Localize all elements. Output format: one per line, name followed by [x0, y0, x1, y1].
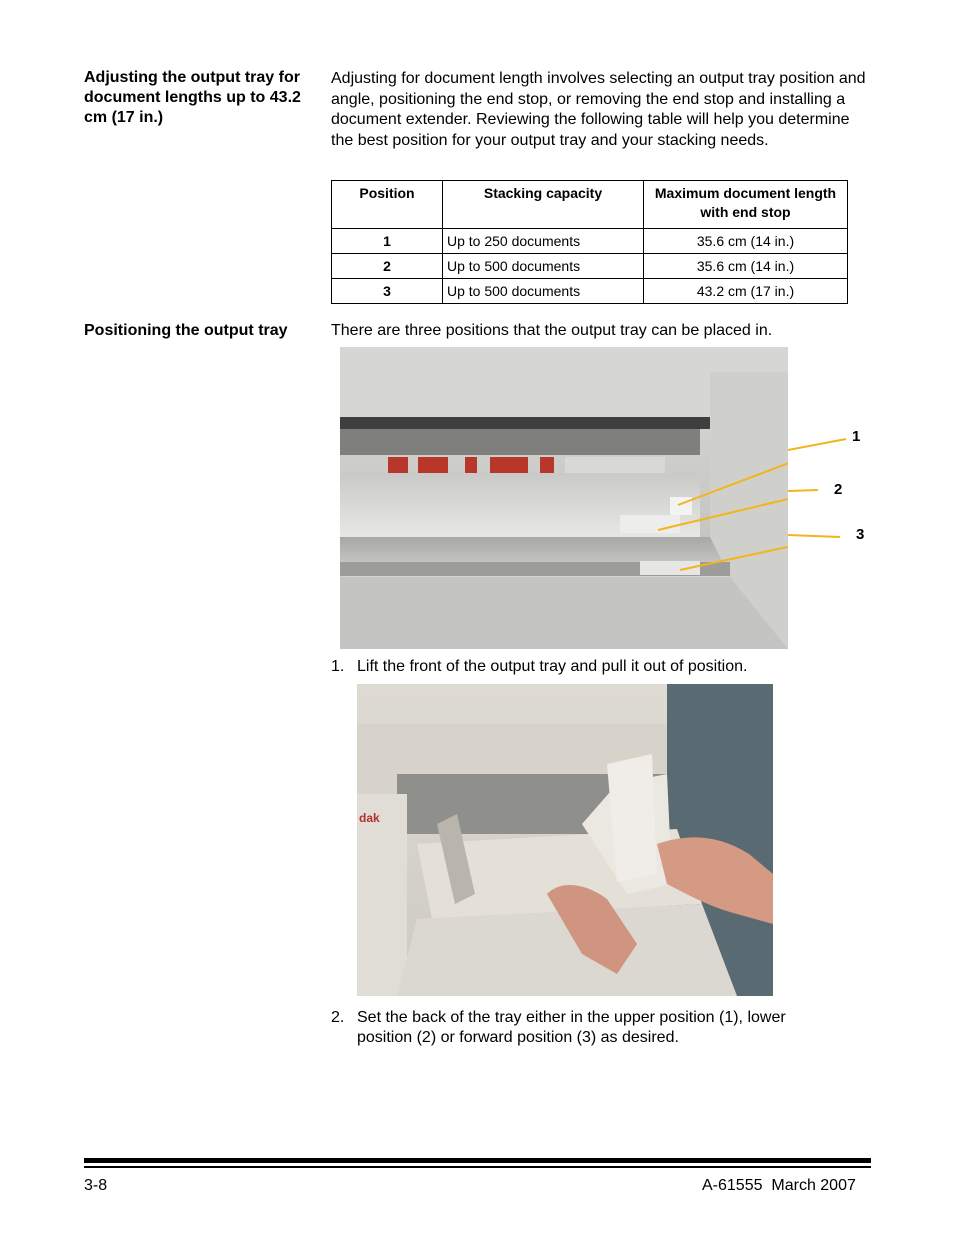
section-heading-positioning: Positioning the output tray [84, 322, 288, 339]
table-cell-length: 43.2 cm (17 in.) [644, 279, 848, 304]
position-table [331, 180, 848, 304]
header-max-length: Maximum document length with end stop [644, 181, 848, 229]
table-cell-capacity: Up to 500 documents [443, 279, 644, 304]
lifting-tray-illustration [357, 684, 773, 996]
table-cell-capacity: Up to 250 documents [443, 229, 644, 254]
header-position: Position [332, 181, 443, 229]
photo-output-tray-positions [340, 347, 788, 649]
table-cell-length: 35.6 cm (14 in.) [644, 229, 848, 254]
table-row [332, 229, 848, 254]
callout-1: 1 [852, 428, 861, 445]
photo-logo-text: dak [359, 811, 380, 825]
table-row [332, 254, 848, 279]
table-header-row [332, 181, 848, 229]
footer-doc-id: A-61555 March 2007 [702, 1177, 856, 1194]
callout-3: 3 [856, 526, 865, 543]
scanner-output-illustration [340, 347, 788, 649]
table-row [332, 279, 848, 304]
callout-leader-lines [788, 420, 848, 540]
step-text: Set the back of the tray either in the upper position (1), lower position (2) or forward position (3) as desired. [357, 1009, 786, 1046]
table-cell-length: 35.6 cm (14 in.) [644, 254, 848, 279]
section-paragraph-positioning: There are three positions that the output tray can be placed in. [331, 322, 773, 339]
footer-page-number: 3-8 [84, 1177, 108, 1194]
table-cell-capacity: Up to 500 documents [443, 254, 644, 279]
callout-2: 2 [834, 481, 843, 498]
header-stacking-capacity: Stacking capacity [443, 181, 644, 229]
step-number: 1. [331, 658, 345, 675]
section-heading-adjusting: Adjusting the output tray for document lengths up to 43.2 cm (17 in.) [84, 69, 301, 126]
footer-rule-thick [84, 1158, 871, 1163]
photo-lifting-tray [357, 684, 773, 996]
table-cell-position: 3 [332, 279, 443, 304]
step-number: 2. [331, 1009, 345, 1026]
footer-rule-thin [84, 1166, 871, 1168]
table-cell-position: 2 [332, 254, 443, 279]
table-cell-position: 1 [332, 229, 443, 254]
step-text: Lift the front of the output tray and pull it out of position. [357, 658, 748, 675]
section-paragraph-adjusting: Adjusting for document length involves selecting an output tray position and angle, positioning the end stop, or removing the end stop and installing a document extender. Reviewing the following table will help you determine the best position for your output tray and your stacking needs. [331, 70, 866, 149]
